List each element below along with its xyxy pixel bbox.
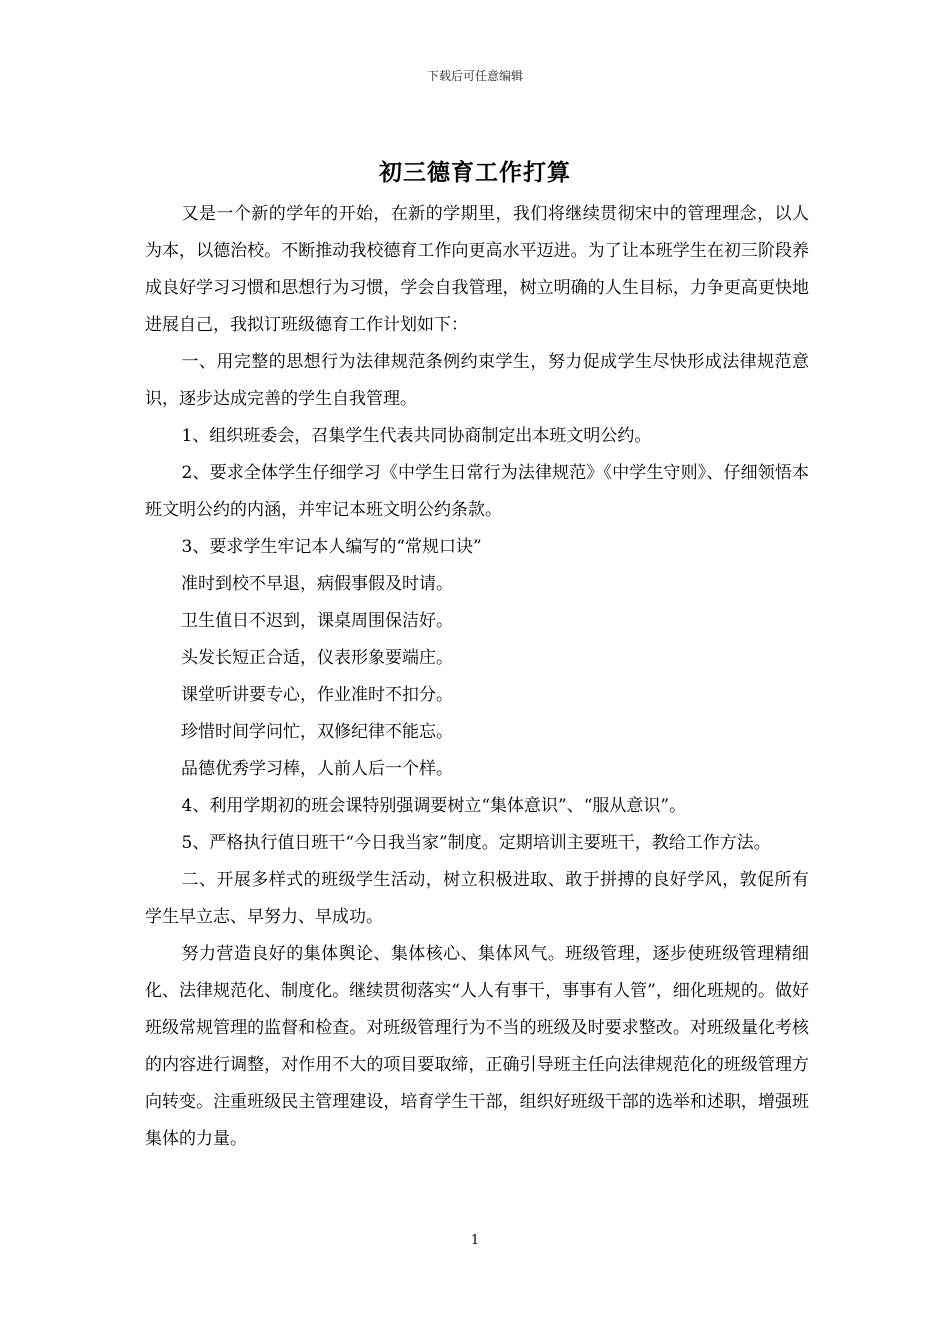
paragraph-item-4: 4、利用学期初的班会课特别强调要树立“集体意识”、“服从意识”。 <box>181 796 687 816</box>
verse-line: 珍惜时间学问忙，双修纪律不能忘。 <box>181 722 453 742</box>
paragraph-item-3: 3、要求学生牢记本人编写的“常规口诀” <box>181 537 482 557</box>
document-title: 初三德育工作打算 <box>379 159 571 186</box>
page-number: 1 <box>470 1233 480 1248</box>
paragraph-item-1: 1、组织班委会，召集学生代表共同协商制定出本班文明公约。 <box>181 426 652 446</box>
verse-line: 准时到校不早退，病假事假及时请。 <box>181 574 453 594</box>
paragraph-item-5: 5、严格执行值日班干“今日我当家”制度。定期培训主要班干，教给工作方法。 <box>181 833 771 853</box>
paragraph-item-2: 2、要求全体学生仔细学习《中学生日常行为法律规范》《中学生守则》、仔细领悟本班文明公约的内涵，并牢记本班文明公约条款。 <box>145 463 809 520</box>
paragraph-section-2: 二、开展多样式的班级学生活动，树立积极进取、敢于拼搏的良好学风，敦促所有学生早立志、早努力、早成功。 <box>145 870 809 927</box>
header-note: 下载后可任意编辑 <box>426 69 523 83</box>
verse-line: 课堂听讲要专心，作业准时不扣分。 <box>181 685 453 705</box>
verse-line: 头发长短正合适，仪表形象要端庄。 <box>181 648 453 668</box>
verse-line: 卫生值日不迟到，课桌周围保洁好。 <box>181 611 453 631</box>
verse-line: 品德优秀学习棒，人前人后一个样。 <box>181 759 453 779</box>
document-body <box>145 196 809 1158</box>
paragraph-intro: 又是一个新的学年的开始，在新的学期里，我们将继续贯彻宋中的管理理念，以人为本，以德治校。不断推动我校德育工作向更高水平迈进。为了让本班学生在初三阶段养成良好学习习惯和思想行为习惯，学会自我管理，树立明确的人生目标，力争更高更快地进展自己，我拟订班级德育工作计划如下： <box>145 204 809 335</box>
paragraph-section-1: 一、用完整的思想行为法律规范条例约束学生，努力促成学生尽快形成法律规范意识，逐步达成完善的学生自我管理。 <box>145 352 809 409</box>
paragraph-management: 努力营造良好的集体舆论、集体核心、集体风气。班级管理，逐步使班级管理精细化、法律规范化、制度化。继续贯彻落实“人人有事干，事事有人管”，细化班规的。做好班级常规管理的监督和检查。对班级管理行为不当的班级及时要求整改。对班级量化考核的内容进行调整，对作用不大的项目要取缔，正确引导班主任向法律规范化的班级管理方向转变。注重班级民主管理建设，培育学生干部，组织好班级干部的选举和述职，增强班集体的力量。 <box>145 944 809 1149</box>
